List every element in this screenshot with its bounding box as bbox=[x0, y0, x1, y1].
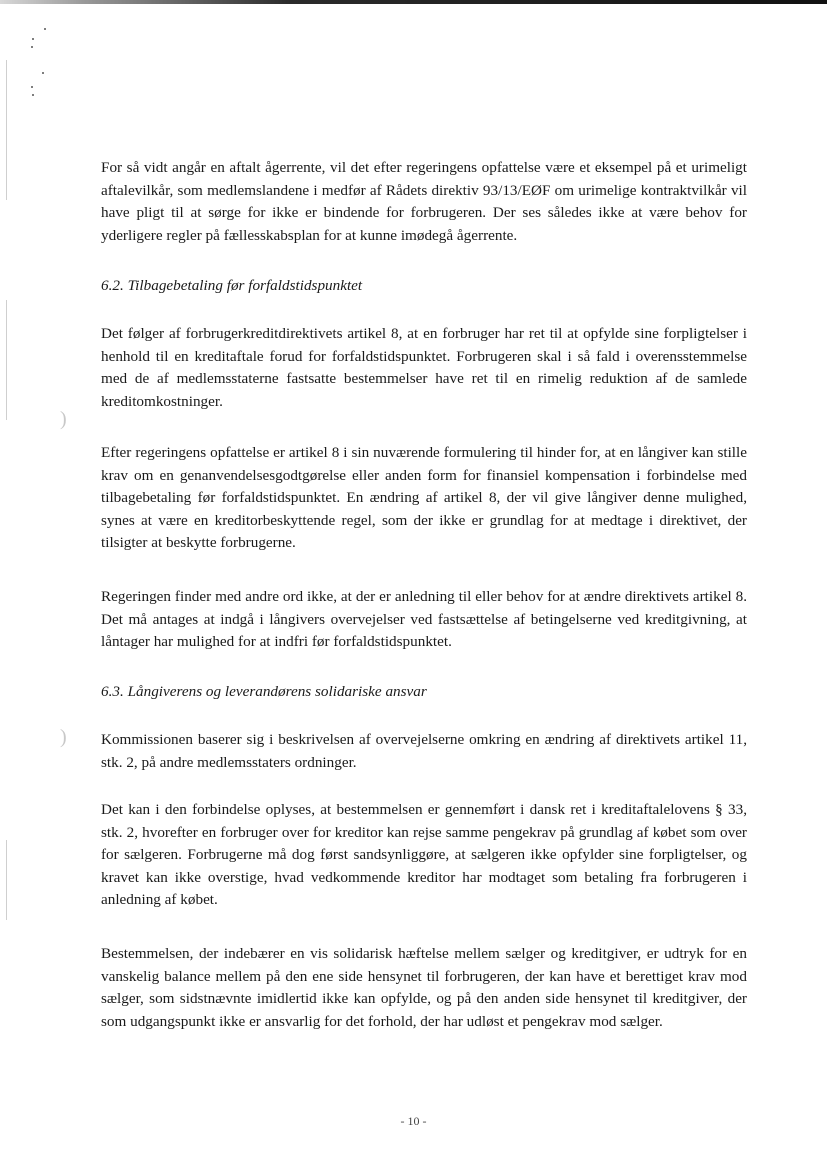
paragraph-danish-law-implementation: Det kan i den forbindelse oplyses, at bestemmelsen er gennemført i dansk ret i kreditaftalelovens § 33, stk. 2, hvorefter en forbruger over for kreditor kan rejse samme pengekrav på grundlag af købet som over for sælgeren. Forbrugerne må dog først sandsynliggøre, at sælgeren ikke opfylder sine forpligtelser, og kravet kan ikke overstige, hvad vedkommende kreditor har modtaget som betaling fra forbrugeren i anledning af købet. bbox=[101, 801, 747, 909]
section-heading-6-3: 6.3. Långiverens og leverandørens solidariske ansvar bbox=[101, 683, 427, 700]
paragraph-no-amendment-needed: Regeringen finder med andre ord ikke, at der er anledning til eller behov for at ændre direktivets artikel 8. Det må antages at indgå i långivers overvejelser ved fastsættelse af betingelserne ved kreditgivning, at låntager har mulighed for at indfri før forfaldstidspunktet. bbox=[101, 588, 747, 651]
scan-margin-line bbox=[6, 60, 7, 200]
paragraph-commission-basis: Kommissionen baserer sig i beskrivelsen af overvejelserne omkring en ændring af direktivets artikel 11, stk. 2, på andre medlemsstaters ordninger. bbox=[101, 731, 747, 771]
paragraph-joint-liability-balance: Bestemmelsen, der indebærer en vis solidarisk hæftelse mellem sælger og kreditgiver, er udtryk for en vanskelig balance mellem på den ene side hensynet til forbrugeren, der kan have et berettiget krav mod sælger, som sidstnævnte imidlertid ikke kan opfylde, og på den anden side hensynet til kreditgiver, der som udgangspunkt ikke er ansvarlig for det forhold, der har udløst et pengekrav mod sælger. bbox=[101, 945, 747, 1030]
scan-bracket-mark: ) bbox=[60, 726, 67, 748]
paragraph-government-view-article-8: Efter regeringens opfattelse er artikel 8 i sin nuværende formulering til hinder for, at en långiver kan stille krav om en genanvendelsesgodtgørelse eller anden form for finansiel kompensation i forbindelse med tilbagebetaling før forfaldstidspunktet. En ændring af artikel 8, der vil give långiver denne mulighed, synes at være en kreditorbeskyttende regel, som der ikke er grundlag for at medtage i direktivet, der tilsigter at beskytte forbrugerne. bbox=[101, 444, 747, 552]
speck bbox=[31, 86, 33, 88]
page-number: - 10 - bbox=[400, 1114, 427, 1128]
speck bbox=[44, 28, 46, 30]
paragraph-usury-interest: For så vidt angår en aftalt ågerrente, vil det efter regeringens opfattelse være et eksempel på et urimeligt aftalevilkår, som medlemslandene i medfør af Rådets direktiv 93/13/EØF om urimelige kontraktvilkår vil have pligt til at sørge for ikke er bindende for forbrugeren. Der ses således ikke at være behov for yderligere regler på fællesskabsplan for at kunne imødegå ågerrente. bbox=[101, 159, 747, 244]
scan-bracket-mark: ) bbox=[60, 408, 67, 430]
scan-margin-line bbox=[6, 300, 7, 420]
speck bbox=[42, 72, 44, 74]
scan-margin-line bbox=[6, 840, 7, 920]
speck bbox=[32, 94, 34, 96]
paragraph-early-repayment-article-8: Det følger af forbrugerkreditdirektivets artikel 8, at en forbruger har ret til at opfylde sine forpligtelser i henhold til en kreditaftale forud for forfaldstidspunktet. Forbrugeren skal i så fald i overensstemmelse med de af medlemsstaterne fastsatte bestemmelser have ret til en rimelig reduktion af de samlede kreditomkostninger. bbox=[101, 325, 747, 410]
speck bbox=[32, 38, 34, 40]
section-heading-6-2: 6.2. Tilbagebetaling før forfaldstidspunktet bbox=[101, 277, 363, 294]
scan-top-edge bbox=[0, 0, 827, 4]
speck bbox=[31, 46, 33, 48]
scan-specks bbox=[28, 20, 58, 120]
